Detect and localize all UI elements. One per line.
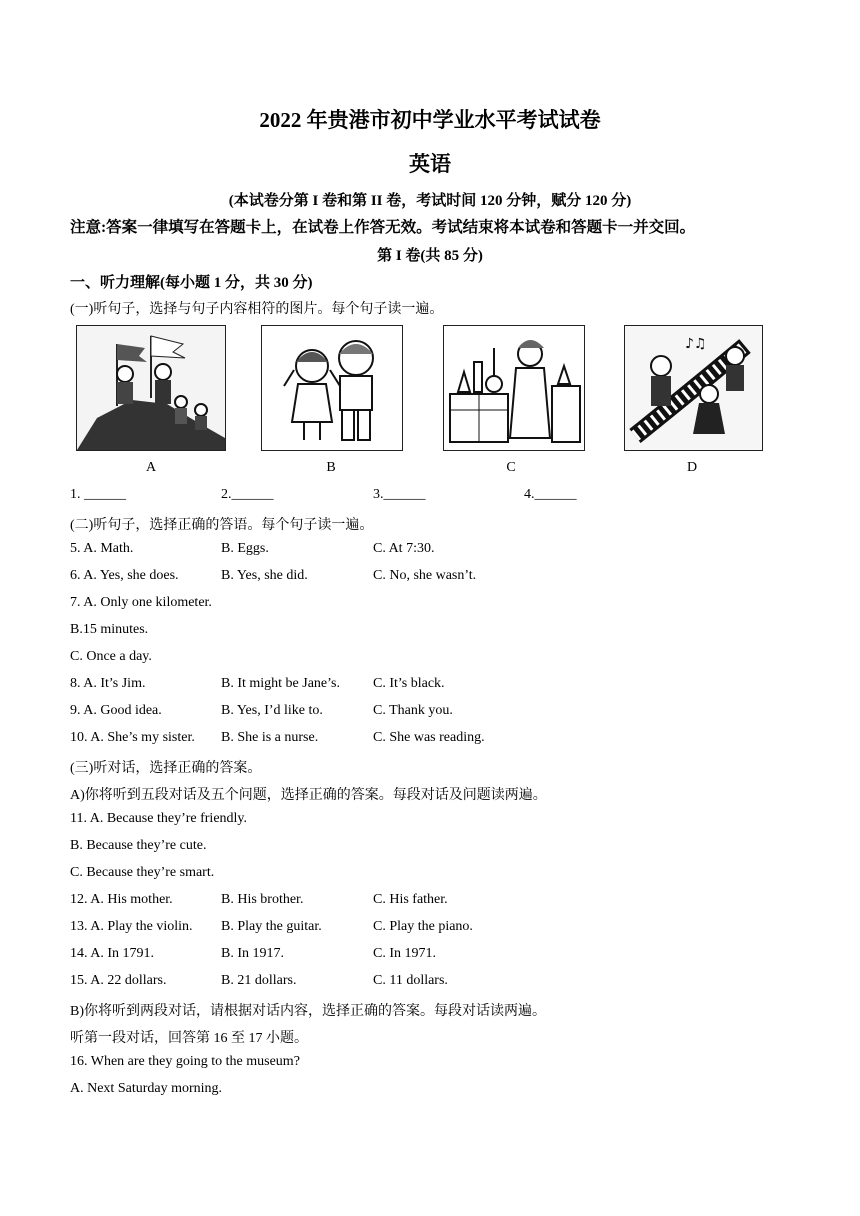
q13-option-c: C. Play the piano. — [373, 919, 473, 934]
section-heading: 一、听力理解(每小题 1 分，共 30 分) — [70, 275, 313, 291]
part1-instruction: (一)听句子，选择与句子内容相符的图片。每个句子读一遍。 — [70, 302, 444, 317]
q13-option-a: 13. A. Play the violin. — [70, 919, 193, 934]
picture-label-a: A — [145, 460, 157, 475]
exam-subject: 英语 — [409, 152, 451, 176]
q9-option-c: C. Thank you. — [373, 703, 453, 718]
part2-instruction: (二)听句子，选择正确的答语。每个句子读一遍。 — [70, 518, 374, 533]
scientist-laboratory-picture — [443, 325, 585, 451]
q14-option-b: B. In 1917. — [221, 946, 284, 961]
picture-label-c: C — [506, 460, 516, 475]
two-children-picture — [261, 325, 403, 451]
q7-option-b: B.15 minutes. — [70, 622, 149, 637]
part3-instruction: (三)听对话，选择正确的答案。 — [70, 761, 262, 776]
q8-option-b: B. It might be Jane’s. — [221, 676, 340, 691]
q8-option-a: 8. A. It’s Jim. — [70, 676, 146, 691]
picture-label-d: D — [686, 460, 698, 475]
q5-option-b: B. Eggs. — [221, 541, 269, 556]
exam-notice: 注意:答案一律填写在答题卡上，在试卷上作答无效。考试结束将本试卷和答题卡一并交回。 — [70, 219, 696, 236]
answer-blank-3[interactable]: 3.______ — [373, 487, 426, 502]
q13-option-b: B. Play the guitar. — [221, 919, 322, 934]
svg-text:♪♫: ♪♫ — [685, 336, 707, 352]
q16-option-a: A. Next Saturday morning. — [70, 1081, 223, 1096]
exam-info: (本试卷分第 I 卷和第 II 卷，考试时间 120 分钟，赋分 120 分) — [228, 193, 632, 209]
picture-label-b: B — [326, 460, 336, 475]
q11-option-a: 11. A. Because they’re friendly. — [70, 811, 248, 826]
q16-stem: 16. When are they going to the museum? — [70, 1054, 300, 1069]
q6-option-a: 6. A. Yes, she does. — [70, 568, 179, 583]
q12-option-b: B. His brother. — [221, 892, 304, 907]
q12-option-c: C. His father. — [373, 892, 448, 907]
q5-option-c: C. At 7:30. — [373, 541, 435, 556]
q6-option-c: C. No, she wasn’t. — [373, 568, 477, 583]
answer-blank-4[interactable]: 4.______ — [524, 487, 577, 502]
q6-option-b: B. Yes, she did. — [221, 568, 308, 583]
music-piano-keys-picture — [624, 325, 763, 451]
q15-option-a: 15. A. 22 dollars. — [70, 973, 167, 988]
q15-option-c: C. 11 dollars. — [373, 973, 448, 988]
q7-option-c: C. Once a day. — [70, 649, 152, 664]
partA-instruction: A)你将听到五段对话及五个问题，选择正确的答案。每段对话及问题读两遍。 — [70, 788, 547, 803]
q8-option-c: C. It’s black. — [373, 676, 445, 691]
q11-option-b: B. Because they’re cute. — [70, 838, 207, 853]
q10-option-c: C. She was reading. — [373, 730, 485, 745]
answer-blank-1[interactable]: 1. ______ — [70, 487, 126, 502]
q7-option-a: 7. A. Only one kilometer. — [70, 595, 212, 610]
q15-option-b: B. 21 dollars. — [221, 973, 297, 988]
q14-option-c: C. In 1971. — [373, 946, 436, 961]
q10-option-b: B. She is a nurse. — [221, 730, 319, 745]
q10-option-a: 10. A. She’s my sister. — [70, 730, 195, 745]
answer-blank-2[interactable]: 2.______ — [221, 487, 274, 502]
q9-option-b: B. Yes, I’d like to. — [221, 703, 323, 718]
volume-heading: 第 I 卷(共 85 分) — [377, 248, 483, 264]
q12-option-a: 12. A. His mother. — [70, 892, 173, 907]
q11-option-c: C. Because they’re smart. — [70, 865, 215, 880]
q14-option-a: 14. A. In 1791. — [70, 946, 154, 961]
q5-option-a: 5. A. Math. — [70, 541, 134, 556]
q9-option-a: 9. A. Good idea. — [70, 703, 162, 718]
partB-instruction: B)你将听到两段对话，请根据对话内容，选择正确的答案。每段对话读两遍。 — [70, 1004, 546, 1019]
mountain-climbers-flag-picture — [76, 325, 226, 451]
exam-title: 2022 年贵港市初中学业水平考试试卷 — [259, 108, 601, 132]
dialogue1-instruction: 听第一段对话，回答第 16 至 17 小题。 — [70, 1031, 308, 1046]
